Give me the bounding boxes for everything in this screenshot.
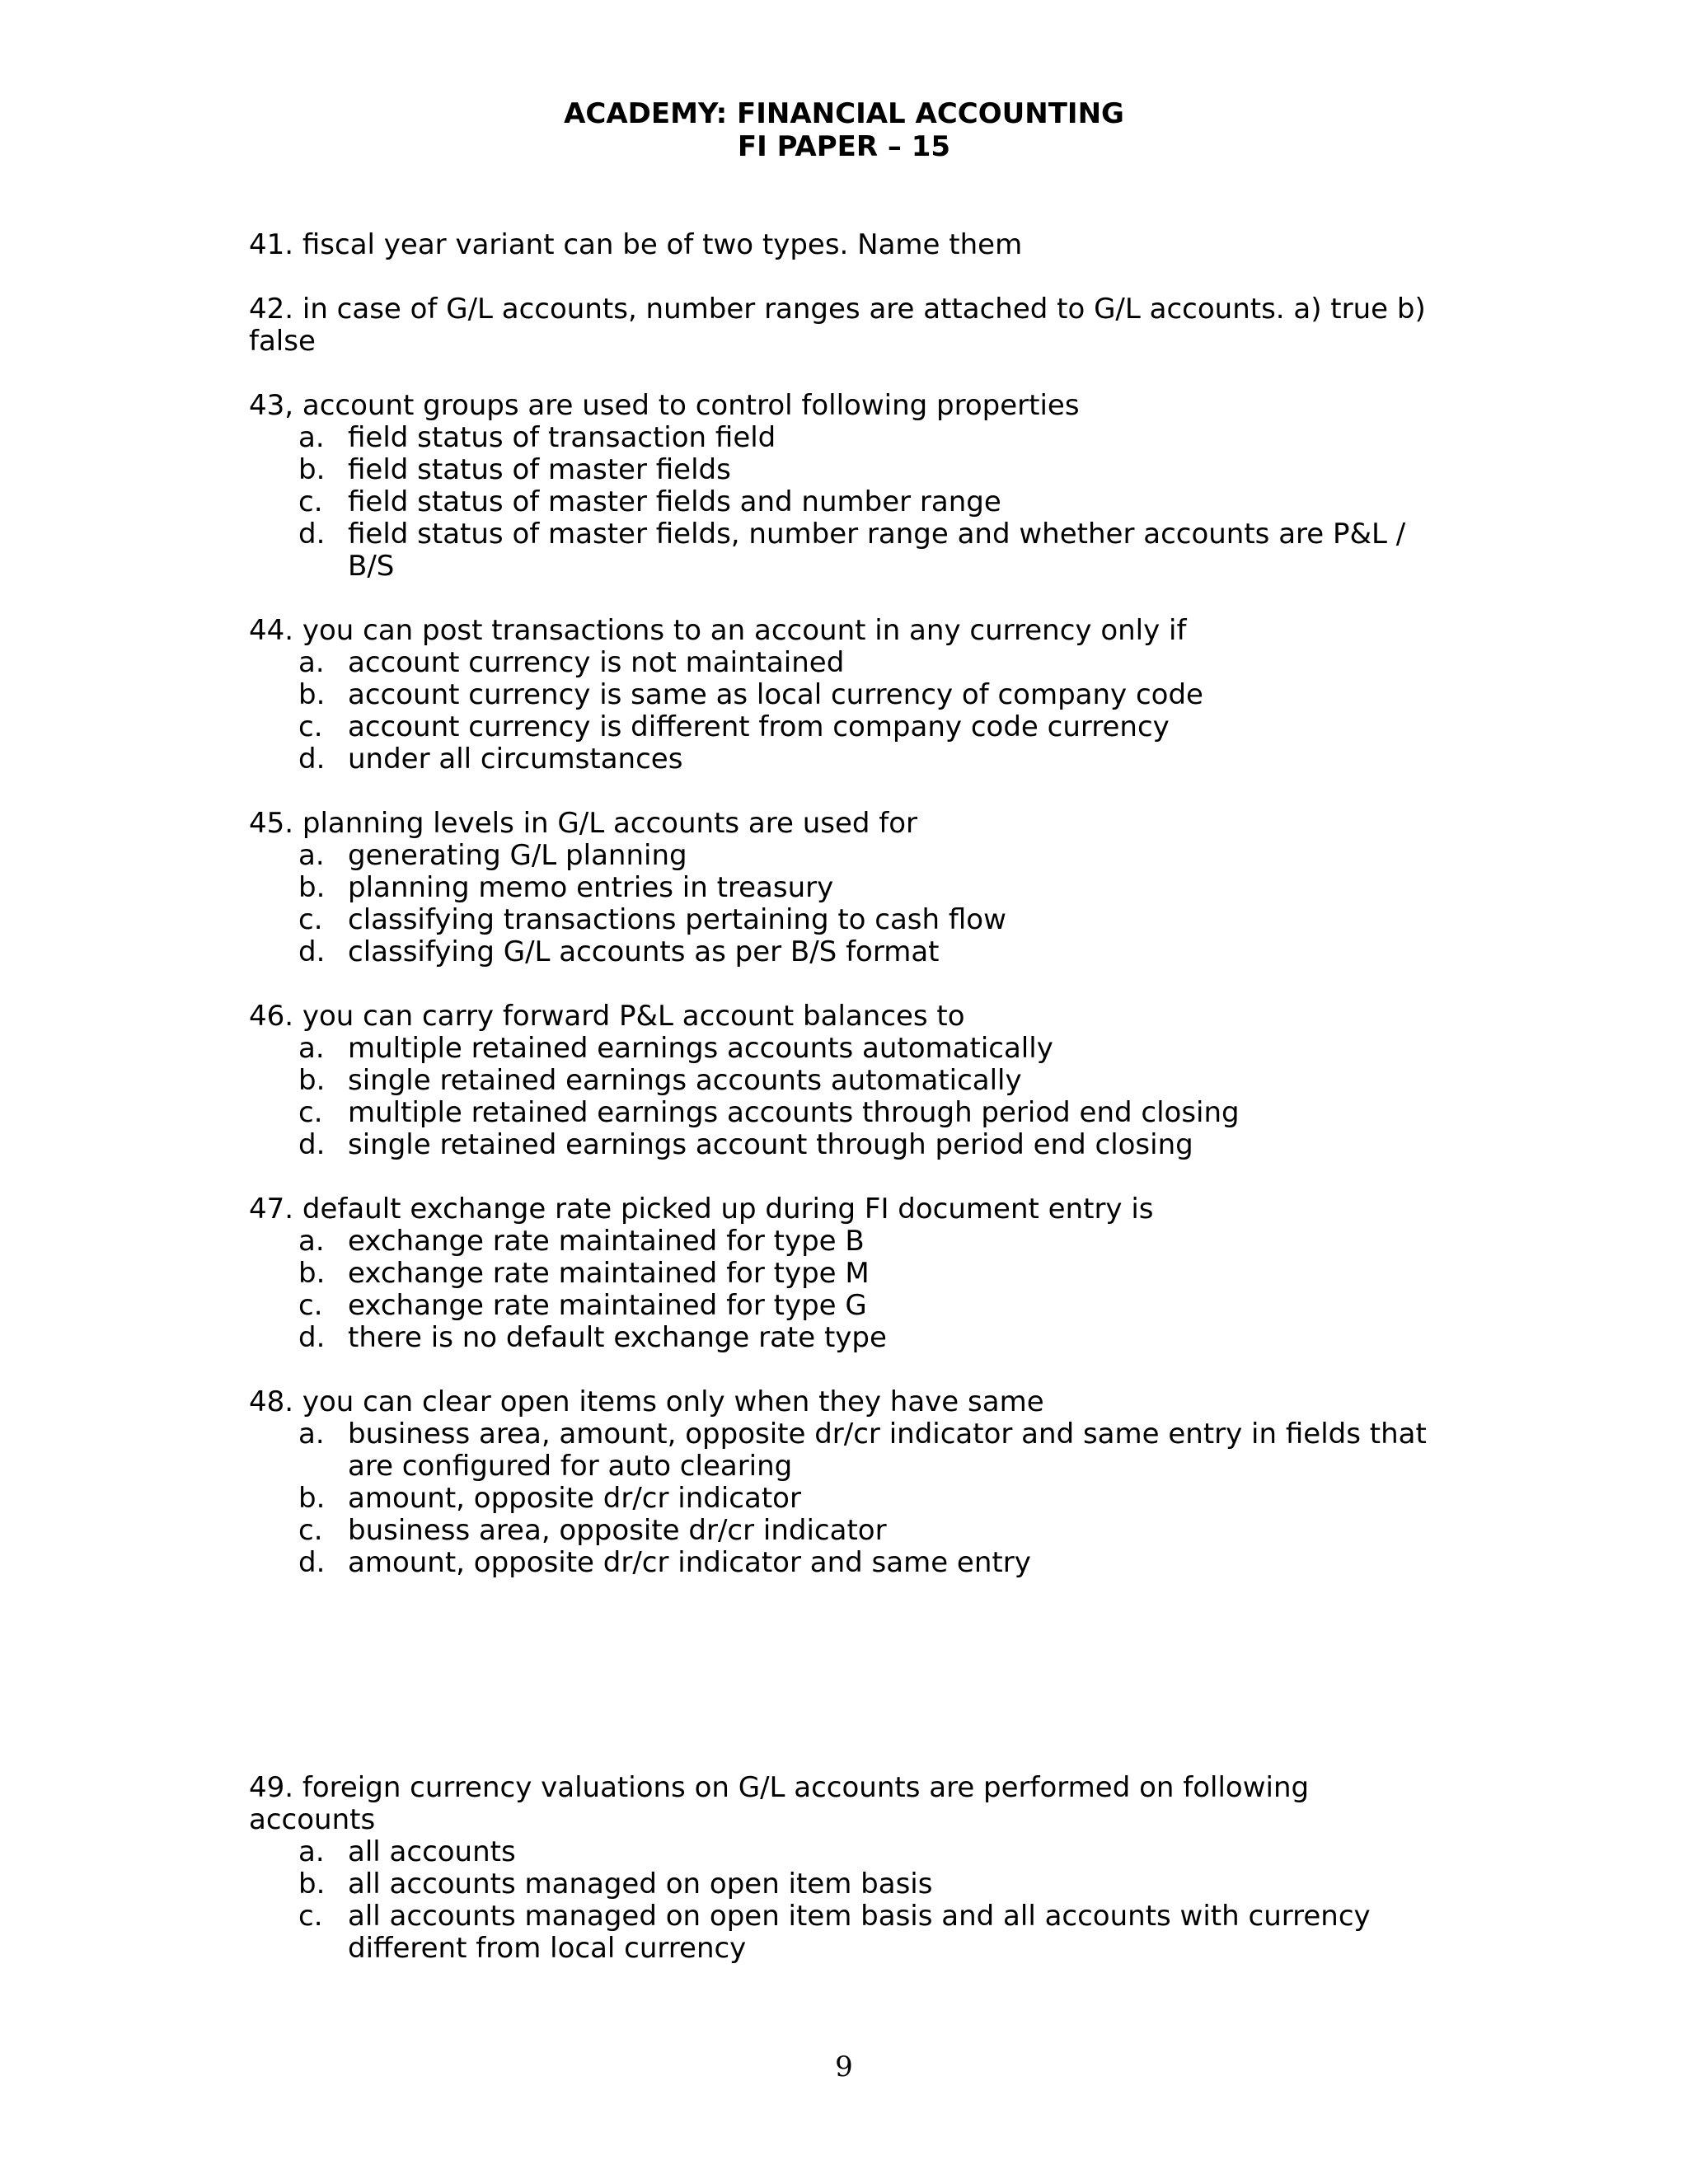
option-item	[249, 904, 1436, 936]
option-item	[249, 679, 1436, 711]
option-letter: b.	[298, 1257, 326, 1290]
option-item	[249, 840, 1436, 872]
question-45	[249, 808, 1436, 968]
option-text: planning memo entries in treasury	[348, 871, 834, 904]
option-list	[249, 647, 1436, 776]
question-46	[249, 1001, 1436, 1161]
option-letter: a.	[298, 646, 325, 679]
option-text: multiple retained earnings accounts through period end closing	[348, 1096, 1240, 1129]
option-text: field status of transaction field	[348, 421, 776, 454]
option-text: all accounts managed on open item basis and all accounts with currency different from local currency	[348, 1900, 1371, 1965]
option-letter: d.	[298, 518, 326, 551]
option-letter: c.	[298, 1289, 323, 1322]
question-49	[249, 1772, 1436, 1965]
option-letter: c.	[298, 485, 323, 518]
option-letter: c.	[298, 1514, 323, 1547]
question-text: 47. default exchange rate picked up during FI document entry is	[249, 1193, 1154, 1226]
option-letter: b.	[298, 871, 326, 904]
option-text: field status of master fields	[348, 453, 731, 486]
option-text: multiple retained earnings accounts automatically	[348, 1032, 1053, 1065]
option-text: single retained earnings accounts automatically	[348, 1064, 1022, 1097]
option-letter: d.	[298, 1546, 326, 1579]
option-item	[249, 1226, 1436, 1258]
option-text: generating G/L planning	[348, 839, 687, 872]
option-text: amount, opposite dr/cr indicator	[348, 1482, 801, 1515]
page-number: 9	[835, 2050, 853, 2083]
option-text: all accounts managed on open item basis	[348, 1868, 933, 1900]
option-item	[249, 743, 1436, 776]
option-letter: c.	[298, 1096, 323, 1129]
option-letter: c.	[298, 710, 323, 743]
question-42	[249, 293, 1436, 358]
question-text: 43, account groups are used to control following properties	[249, 389, 1080, 422]
option-item	[249, 1097, 1436, 1129]
option-letter: a.	[298, 1418, 325, 1451]
option-letter: d.	[298, 743, 326, 776]
option-letter: c.	[298, 903, 323, 936]
option-letter: c.	[298, 1900, 323, 1933]
option-letter: a.	[298, 1835, 325, 1868]
option-text: under all circumstances	[348, 743, 683, 776]
option-item	[249, 454, 1436, 486]
option-item	[249, 1515, 1436, 1547]
question-48	[249, 1386, 1436, 1579]
option-item	[249, 422, 1436, 454]
question-text: 46. you can carry forward P&L account balances to	[249, 1000, 965, 1033]
option-item	[249, 1547, 1436, 1579]
option-item	[249, 711, 1436, 743]
question-text: 45. planning levels in G/L accounts are used for	[249, 807, 918, 840]
header-title: ACADEMY: FINANCIAL ACCOUNTING	[564, 97, 1124, 130]
question-text: 44. you can post transactions to an account in any currency only if	[249, 614, 1187, 647]
option-list	[249, 1033, 1436, 1161]
question-47	[249, 1193, 1436, 1354]
option-text: account currency is not maintained	[348, 646, 845, 679]
option-text: exchange rate maintained for type G	[348, 1289, 867, 1322]
option-item	[249, 1868, 1436, 1900]
option-item	[249, 1836, 1436, 1868]
option-item	[249, 1900, 1436, 1965]
option-item	[249, 1033, 1436, 1065]
option-item	[249, 1258, 1436, 1290]
question-text: 42. in case of G/L accounts, number ranges are attached to G/L accounts. a) true b) false	[249, 293, 1426, 358]
question-43	[249, 390, 1436, 583]
option-list	[249, 1418, 1436, 1579]
option-text: business area, opposite dr/cr indicator	[348, 1514, 887, 1547]
option-letter: d.	[298, 935, 326, 968]
option-text: amount, opposite dr/cr indicator and same entry	[348, 1546, 1031, 1579]
option-text: business area, amount, opposite dr/cr indicator and same entry in fields that are configured for auto clearing	[348, 1418, 1427, 1483]
option-text: all accounts	[348, 1835, 516, 1868]
option-letter: b.	[298, 1482, 326, 1515]
option-list	[249, 422, 1436, 583]
option-letter: a.	[298, 421, 325, 454]
option-letter: a.	[298, 1032, 325, 1065]
option-text: classifying transactions pertaining to cash flow	[348, 903, 1006, 936]
option-item	[249, 1483, 1436, 1515]
option-text: there is no default exchange rate type	[348, 1321, 887, 1354]
document-header	[0, 97, 1688, 163]
option-letter: b.	[298, 1064, 326, 1097]
option-letter: b.	[298, 1868, 326, 1900]
option-item	[249, 1418, 1436, 1483]
option-text: field status of master fields and number range	[348, 485, 1001, 518]
question-text: 49. foreign currency valuations on G/L accounts are performed on following accounts	[249, 1771, 1310, 1836]
question-41	[249, 229, 1436, 261]
header-subtitle: FI PAPER – 15	[737, 130, 951, 163]
question-44	[249, 615, 1436, 776]
option-item	[249, 1129, 1436, 1161]
option-item	[249, 1290, 1436, 1322]
question-text: 41. fiscal year variant can be of two types. Name them	[249, 228, 1023, 261]
option-list	[249, 840, 1436, 968]
option-item	[249, 1322, 1436, 1354]
option-text: field status of master fields, number range and whether accounts are P&L / B/S	[348, 518, 1406, 583]
question-list	[249, 229, 1436, 1965]
option-list	[249, 1226, 1436, 1354]
option-item	[249, 518, 1436, 583]
option-letter: a.	[298, 839, 325, 872]
option-item	[249, 872, 1436, 904]
option-list	[249, 1836, 1436, 1965]
option-text: account currency is different from company code currency	[348, 710, 1170, 743]
option-item	[249, 1065, 1436, 1097]
option-text: single retained earnings account through period end closing	[348, 1128, 1193, 1161]
question-text: 48. you can clear open items only when they have same	[249, 1385, 1044, 1418]
option-text: account currency is same as local currency of company code	[348, 678, 1203, 711]
option-item	[249, 486, 1436, 518]
option-letter: d.	[298, 1321, 326, 1354]
option-text: exchange rate maintained for type M	[348, 1257, 870, 1290]
option-letter: a.	[298, 1225, 325, 1258]
option-item	[249, 936, 1436, 968]
option-item	[249, 647, 1436, 679]
option-letter: b.	[298, 453, 326, 486]
option-text: classifying G/L accounts as per B/S format	[348, 935, 940, 968]
option-letter: d.	[298, 1128, 326, 1161]
option-text: exchange rate maintained for type B	[348, 1225, 865, 1258]
option-letter: b.	[298, 678, 326, 711]
